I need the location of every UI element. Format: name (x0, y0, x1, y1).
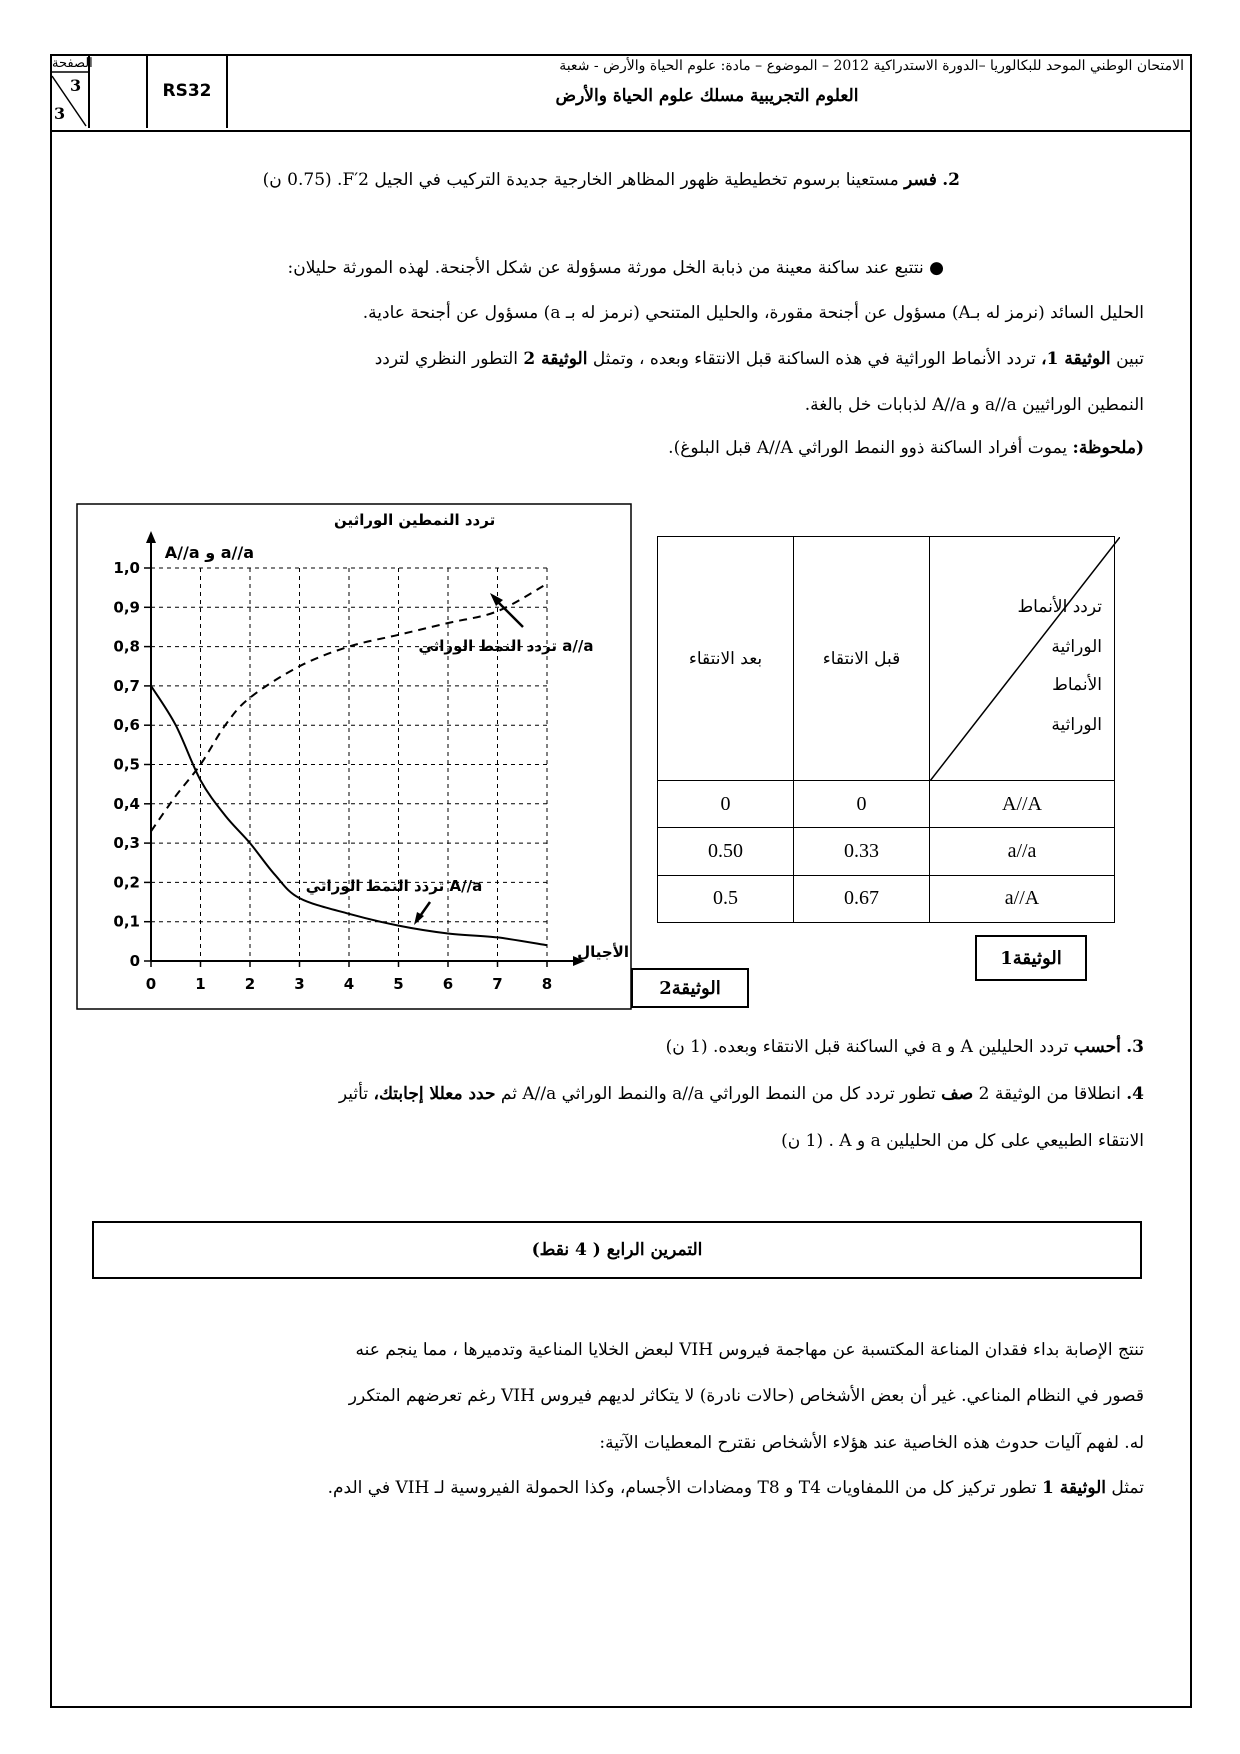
exercise-4-title: التمرين الرابع ( 4 نقط) (92, 1221, 1142, 1279)
col-header-after: بعد الانتقاء (658, 537, 794, 781)
row-aA-after: 0.5 (658, 875, 794, 922)
paragraph-line-4-post: تطور تركيز كل من اللمفاويات T4 و T8 ومضادات الأجسام، وكذا الحمولة الفيروسية لـ VIH في الدم. (327, 1478, 1037, 1498)
question-4-line-2: الانتقاء الطبيعي على كل من الحليلين a و A . (1 ن) (781, 1131, 1144, 1151)
chart-subtitle: A//a و a//a (164, 543, 254, 562)
question-2-text: مستعينا برسوم تخطيطية ظهور المظاهر الخارجية جديدة التركيب في الجيل F′2. (0.75 ن) (262, 170, 899, 190)
y-tick-label: 0,9 (113, 598, 140, 617)
intro-line-3-mid: تردد الأنماط الوراثية في هذه الساكنة قبل الانتقاء وبعده ، وتمثل (592, 349, 1036, 369)
intro-doc1-ref: الوثيقة 1، (1041, 349, 1111, 369)
chart-title: تردد النمطين الوراثين (334, 511, 496, 529)
corner-top-label (1017, 587, 1102, 667)
intro-note (668, 438, 1144, 458)
question-4-post: تأثير (338, 1084, 369, 1104)
table-row (658, 781, 1115, 828)
intro-line-3 (375, 349, 1144, 369)
annotation-aa: تردد النمط الوراثي a//a (418, 637, 594, 655)
x-tick-label: 4 (343, 975, 355, 993)
paragraph-line-4 (328, 1478, 1144, 1498)
document-2-label: الوثيقة2 (631, 968, 749, 1008)
x-axis-label: الأجيال (577, 943, 629, 961)
y-tick-label: 1,0 (113, 559, 140, 577)
x-tick-label: 3 (294, 975, 305, 993)
row-aa-before: 0.33 (794, 828, 930, 875)
table-row (658, 828, 1115, 875)
exam-header (50, 54, 1192, 132)
question-3-verb: أحسب (1073, 1037, 1121, 1057)
question-4-verb2: حدد معللا إجابتك، (373, 1084, 496, 1104)
question-4-number: 4. (1126, 1084, 1144, 1104)
y-axis-arrow (146, 531, 156, 543)
annotation-Aa: تردد النمط الوراثي A//a (305, 877, 483, 895)
paragraph-line-1: تنتج الإصابة بداء فقدان المناعة المكتسبة عن مهاجمة فيروس VIH لبعض الخلايا المناعية وتدميرها ، مما ينجم عنه (355, 1340, 1144, 1360)
question-2-verb: فسر (904, 170, 937, 190)
table-row (658, 875, 1115, 922)
arrow-aa (490, 593, 523, 627)
chart-border (77, 504, 631, 1009)
question-4-mid: تطور تردد كل من النمط الوراثي a//a والنمط الوراثي A//a ثم (500, 1084, 936, 1104)
corner-bottom-label (1051, 665, 1102, 745)
paragraph-line-3: له. لفهم آليات حدوث هذه الخاصية عند هؤلاء الأشخاص نقترح المعطيات الآتية: (599, 1433, 1144, 1453)
y-tick-label: 0,2 (113, 873, 140, 892)
paragraph-doc1-ref: الوثيقة 1 (1041, 1478, 1107, 1498)
header-line-2: العلوم التجريبية مسلك علوم الحياة والأرض (555, 86, 859, 106)
row-AA-after: 0 (658, 781, 794, 828)
question-3-number: 3. (1126, 1037, 1144, 1057)
intro-line-1: ● نتتبع عند ساكنة معينة من ذبابة الخل مورثة مسؤولة عن شكل الأجنحة. لهذه المورثة حليلان: (287, 258, 944, 278)
genotype-frequency-chart (76, 503, 632, 1011)
y-tick-label: 0,3 (113, 834, 140, 853)
corner-top-line-2: الوراثية (1051, 637, 1102, 657)
x-tick-label: 7 (492, 975, 503, 993)
page-number-box (50, 54, 93, 128)
corner-top-line-1: تردد الأنماط (1017, 597, 1102, 617)
x-tick-label: 6 (442, 975, 454, 993)
question-4-pre: انطلاقا من الوثيقة 2 (978, 1084, 1121, 1104)
row-aa-genotype: a//a (930, 828, 1115, 875)
page-total: 3 (54, 104, 66, 123)
y-tick-label: 0,6 (113, 716, 140, 735)
y-tick-label: 0 (129, 952, 140, 970)
col-header-before: قبل الانتقاء (794, 537, 930, 781)
page-label: الصفحة (52, 56, 93, 71)
x-tick-label: 5 (393, 975, 404, 993)
note-text: يموت أفراد الساكنة ذوو النمط الوراثي A//A قبل البلوغ). (668, 438, 1068, 458)
row-aa-after: 0.50 (658, 828, 794, 875)
paragraph-line-4-pre: تمثل (1111, 1478, 1144, 1498)
intro-line-3-pre: تبين (1116, 349, 1144, 369)
x-tick-label: 0 (145, 975, 157, 993)
y-tick-label: 0,7 (113, 676, 140, 695)
intro-line-4: النمطين الوراثيين a//a و A//a لذبابات خل بالغة. (804, 395, 1144, 415)
question-2-number: 2. (942, 170, 960, 190)
question-3 (666, 1037, 1144, 1057)
y-tick-label: 0,4 (113, 794, 140, 813)
row-aA-before: 0.67 (794, 875, 930, 922)
note-label: (ملحوظة: (1072, 438, 1144, 458)
intro-line-2: الحليل السائد (نرمز له بـA) مسؤول عن أجنحة مقورة، والحليل المتنحي (نرمز له بـ a) مسؤول عن أجنحة عادية. (362, 303, 1144, 323)
x-tick-label: 2 (244, 975, 256, 993)
corner-bottom-line-1: الأنماط (1052, 675, 1102, 695)
page-current: 3 (70, 76, 82, 95)
question-2 (263, 170, 960, 190)
corner-header-cell (930, 537, 1115, 781)
document-1-label: الوثيقة1 (975, 935, 1087, 981)
corner-bottom-line-2: الوراثية (1051, 715, 1102, 735)
y-tick-label: 0,5 (113, 755, 140, 774)
x-tick-label: 8 (541, 975, 553, 993)
question-3-text: تردد الحليلين A و a في الساكنة قبل الانتقاء وبعده. (1 ن) (665, 1037, 1069, 1057)
intro-doc2-ref: الوثيقة 2 (523, 349, 588, 369)
y-tick-label: 0,8 (113, 637, 140, 656)
arrow-Aa (414, 902, 430, 925)
y-tick-label: 0,1 (113, 912, 140, 931)
question-4-verb: صف (941, 1084, 974, 1104)
exam-code: RS32 (146, 54, 228, 128)
paragraph-line-2: قصور في النظام المناعي. غير أن بعض الأشخاص (حالات نادرة) لا يتكاثر لديهم فيروس VIH رغم تعرضهم المتكرر (348, 1386, 1144, 1406)
intro-line-3-post: التطور النظري لتردد (374, 349, 519, 369)
row-AA-genotype: A//A (930, 781, 1115, 828)
genotype-frequency-table (657, 536, 1115, 923)
header-line-1: الامتحان الوطني الموحد للبكالوريا –الدورة الاستدراكية 2012 – الموضوع – مادة: علوم الحياة والأرض - شعبة (559, 58, 1184, 74)
question-4 (339, 1084, 1144, 1104)
x-tick-label: 1 (195, 975, 206, 993)
row-AA-before: 0 (794, 781, 930, 828)
row-aA-genotype: a//A (930, 875, 1115, 922)
